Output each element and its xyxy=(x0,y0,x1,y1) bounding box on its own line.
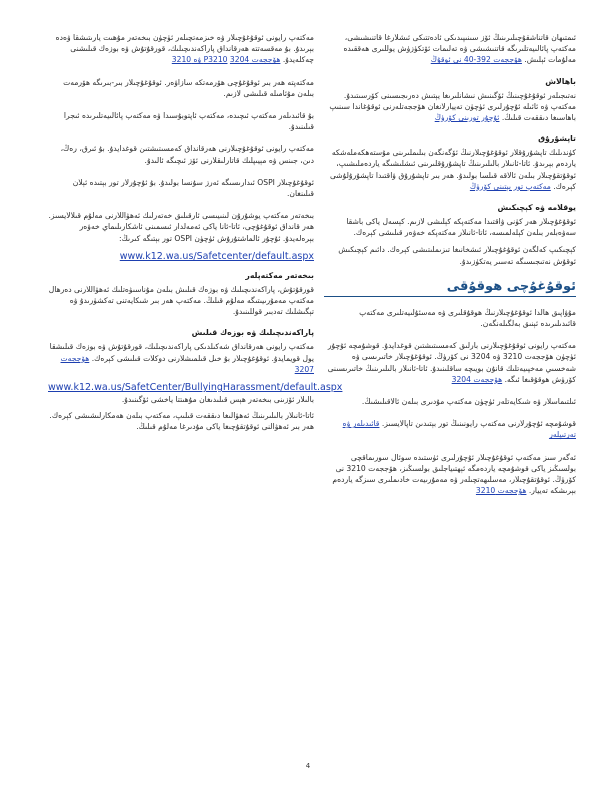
paragraph xyxy=(324,32,576,66)
paragraph xyxy=(324,147,576,192)
paragraph: قورقۇتۇش، پاراكەندىچىلىك ۋە بوزەك قىلىش بىلەن مۇناسىۋەتلىك ئەھۋاللارنى دەرھال مەكتەپ مەمۇرىيىتىگە مەلۇم قىلىڭ. مەكتەپ ھەر بىر شىكايەتنى تەكشۈرىدۇ ۋە تېگىشلىك تەدبىر قوللىنىدۇ. xyxy=(48,284,314,317)
paragraph: مەكتەپتە ھەر بىر ئوقۇغۇچى ھۆرمەتكە سازاۋەر. ئوقۇغۇچىلار بىر-بىرىگە ھۆرمەت بىلەن مۇئامىلە قىلىشى لازىم. xyxy=(63,77,314,98)
rules-link[interactable]: قائىدىلەر ۋە تەرتىپلەر xyxy=(342,419,576,440)
left-column xyxy=(48,32,343,443)
safety-center-url[interactable]: www.k12.wa.us/Safetcenter/default.aspx xyxy=(119,250,314,262)
bullet-list xyxy=(48,394,314,433)
section-heading: پاراكەندىچىلىك ۋە بوزەك قىلىش xyxy=(191,328,314,338)
page-number: 4 xyxy=(305,762,311,770)
paragraph: ئىلتىماسلار ۋە شىكايەتلەر ئۈچۈن مەكتەپ مۇدىرى بىلەن ئالاقىلىشىڭ. xyxy=(361,397,576,407)
paragraph-text: نەتىجىلەر ئوقۇغۇچىنىڭ ئۆگىنىش نىشانلىرىغا يېتىش دەرىجىسىنى كۆرسىتىدۇ. مەكتەپ ۋە ئائىلە ئۇچۇرلىرى ئۈچۈن تەييارلانغان ھۆججەتلەرنى ئوقۇغاندا سىنىپ باھاسىغا دىققەت قىلىڭ. xyxy=(329,90,576,123)
paragraph xyxy=(48,32,314,66)
section-heading: بىخەتەر مەكتەپلەر xyxy=(245,270,314,280)
policy-link[interactable]: P3210 ۋە 3210 xyxy=(171,55,228,65)
paragraph xyxy=(324,452,576,497)
section-heading: تاپشۇرۇق xyxy=(538,134,576,144)
paragraph-text: ئەگەر سىز مەكتەپ ئوقۇغۇچىلار ئۇچۇرلىرى ئۈستىدە سوئال سورىماقچى بولسىڭىز ياكى قوشۇمچە ياردەمگە ئېھتىياجلىق بولسىڭىز، ھۆججەت 3210 نى كۆرۈڭ. ئوقۇتقۇچىلار، مەسلىھەتچىلەر ۋە مەمۇرىيەت خادىملىرى سىزگە ياردەم بېرىشكە تەييار. xyxy=(332,452,576,496)
heading-rule xyxy=(324,296,576,297)
list-item: بالىلار ئۆزىنى بىخەتەر ھېس قىلىدىغان مۇھىتتا ياخشى ئۆگىنىدۇ. xyxy=(121,395,314,405)
paragraph: كېچىكىپ كەلگەن ئوقۇغۇچىلار ئىشخانىغا تىزىملىتىشى كېرەك. دائىم كېچىكىش ئوقۇش نەتىجىسىگە تەسىر يەتكۈزىدۇ. xyxy=(338,245,576,266)
policy-link[interactable]: ھۆججەت 3204 xyxy=(451,374,503,384)
paragraph xyxy=(324,340,576,385)
paragraph-text: مەكتەپ رايونى ھەرقانداق شەكىلدىكى پاراكەندىچىلىك، قورقۇتۇش ۋە بوزەك قىلىشقا يول قويمايدۇ. ئوقۇغۇچىلار بۇ خىل قىلمىشلارنى دوكلات قىلىشى كېرەك. xyxy=(49,342,314,363)
paragraph xyxy=(48,341,314,375)
paragraph-text: مەكتەپ رايونى ئوقۇغۇچىلار ۋە خىزمەتچىلەر ئۈچۈن بىخەتەر مۇھىت يارىتىشقا ۋەدە بېرىدۇ. بۇ مەقسەتتە ھەرقانداق پاراكەندىچىلىك، قورقۇتۇش ۋە بوزەك قىلىشنى چەكلەيدۇ. xyxy=(55,33,314,65)
policy-link[interactable]: ھۆججەت 392-40 نى ئوقۇڭ xyxy=(430,55,522,65)
paragraph: ئوقۇغۇچىلار OSPI ئىدارىسىگە ئەرز سۇنسا بولىدۇ. بۇ ئۇچۇرلار تور بېتىدە ئېلان قىلىنغان. xyxy=(72,177,314,199)
paragraph-text: ئىمتىھان قاتناشقۇچىلىرىنىڭ ئۆز سىنىپىدىكى ئادەتتىكى ئىشلارغا قاتنىشىشى، مەكتەپ پائالىيەتلىرىگە قاتنىشىشى ۋە تەلىمات ئۆتكۈزۈش يوللىرى ھەققىدە مەلۇمات ئېلىش. xyxy=(343,33,576,65)
paragraph: مۇۋاپىق ھالدا ئوقۇغۇچىلارنىڭ ھوقۇقلىرى ۋە مەسئۇلىيەتلىرى مەكتەپ قائىدىلىرىدە ئېنىق بەلگىلەنگەن. xyxy=(359,307,576,329)
major-heading: ئوقۇغۇچى ھوقۇقى xyxy=(446,278,576,294)
paragraph-text: قوشۇمچە ئۇچۇرلارنى مەكتەپ رايونىنىڭ تور بېتىدىن تاپالايسىز. xyxy=(381,419,576,429)
paragraph: ئوقۇغۇچىلار ھەر كۈنى ۋاقتىدا مەكتەپكە كېلىشى لازىم. كېسەل ياكى باشقا سەۋەبلەر بىلەن كېلەلمىسە، ئاتا-ئانىلار مەكتەپكە خەۋەر قىلىشى كېرەك. xyxy=(346,217,576,238)
paragraph: مەكتەپ رايونى ئوقۇغۇچىلارنى ھەرقانداق كەمسىتىشتىن قوغدايدۇ. بۇ ئىرق، رەڭ، دىن، جىنس ۋە مېيىپلىك قاتارلىقلارنى ئۆز ئىچىگە ئالىدۇ. xyxy=(60,144,314,165)
right-column xyxy=(324,32,576,507)
section-heading: يوقلامە ۋە كېچىكىش xyxy=(497,203,576,213)
list-item: ئاتا-ئانىلار بالىلىرىنىڭ ئەھۋالىغا دىققەت قىلىپ، مەكتەپ بىلەن ھەمكارلىشىشى كېرەك. ھەر بىر ئەھۋالنى ئوقۇتقۇچىغا ياكى مۇدىرغا مەلۇم قىلىڭ. xyxy=(49,411,314,432)
policy-link[interactable]: ھۆججەت 3204 xyxy=(229,55,281,65)
paragraph: بىخەتەر مەكتەپ يوشۇرۇن لىنىيىسى ئارقىلىق خەتەرلىك ئەھۋاللارنى مەلۇم قىلالايسىز. ھەر قانداق ئوقۇغۇچى، ئاتا-ئانا ياكى ئەمەلدار ئىسمىنى ئاشكارىلىماي خەۋەر بېرەلەيدۇ. ئۇچۇر ئالماشتۇرۇش ئۈچۈن OSPI تور بېتىگە كىرىڭ: xyxy=(48,211,314,243)
paragraph-text: مەكتەپ رايونى ئوقۇغۇچىلارنى بارلىق كەمسىتىشتىن قوغدايدۇ. قوشۇمچە ئۇچۇر ئۈچۈن ھۆججەت 3210 ۋە 3204 نى كۆرۈڭ. ئوقۇغۇچىلار خاتىرىسى ۋە شەخسىي مەخپىيەتلىك قانۇن بويىچە ساقلىنىدۇ. ئاتا-ئانىلار بالىلىرىنىڭ خاتىرىسىنى كۆرۈش ھوقۇقىغا ئىگە. xyxy=(327,341,576,384)
policy-link[interactable]: ھۆججەت 3210 xyxy=(475,486,527,496)
paragraph: بۇ قائىدىلەر مەكتەپ ئىچىدە، مەكتەپ ئاپتوبۇسىدا ۋە مەكتەپ پائالىيەتلىرىدە ئىجرا قىلىنىدۇ. xyxy=(63,111,314,132)
paragraph-text: كۈندىلىك تاپشۇرۇقلار ئوقۇغۇچىلارنىڭ ئۆگەنگەن بىلىملىرىنى مۇستەھكەملەشكە ياردەم بېرىدۇ. ئاتا-ئانىلار بالىلىرىنىڭ تاپشۇرۇقلىرىنى ئىشلىشىگە ياردەملىشىپ، ئوقۇتقۇچىلار بىلەن ئالاقە قىلسا بولىدۇ. ھەر بىر تاپشۇرۇق ۋاقتىدا تاپشۇرۇلۇشى كېرەك. xyxy=(329,148,576,191)
bullying-harassment-url[interactable]: www.k12.wa.us/SafetCenter/BullyingHarassment/default.aspx xyxy=(48,382,343,394)
info-link[interactable]: ئۇچۇر تورىنى كۆرۈڭ xyxy=(434,113,500,123)
school-website-link[interactable]: مەكتەپ تور بېتىنى كۆرۈڭ xyxy=(469,181,551,191)
policy-link[interactable]: ھۆججەت 3207 xyxy=(60,353,314,374)
paragraph xyxy=(324,418,576,440)
paragraph xyxy=(324,90,576,124)
section-heading: باھالاش xyxy=(545,76,576,86)
